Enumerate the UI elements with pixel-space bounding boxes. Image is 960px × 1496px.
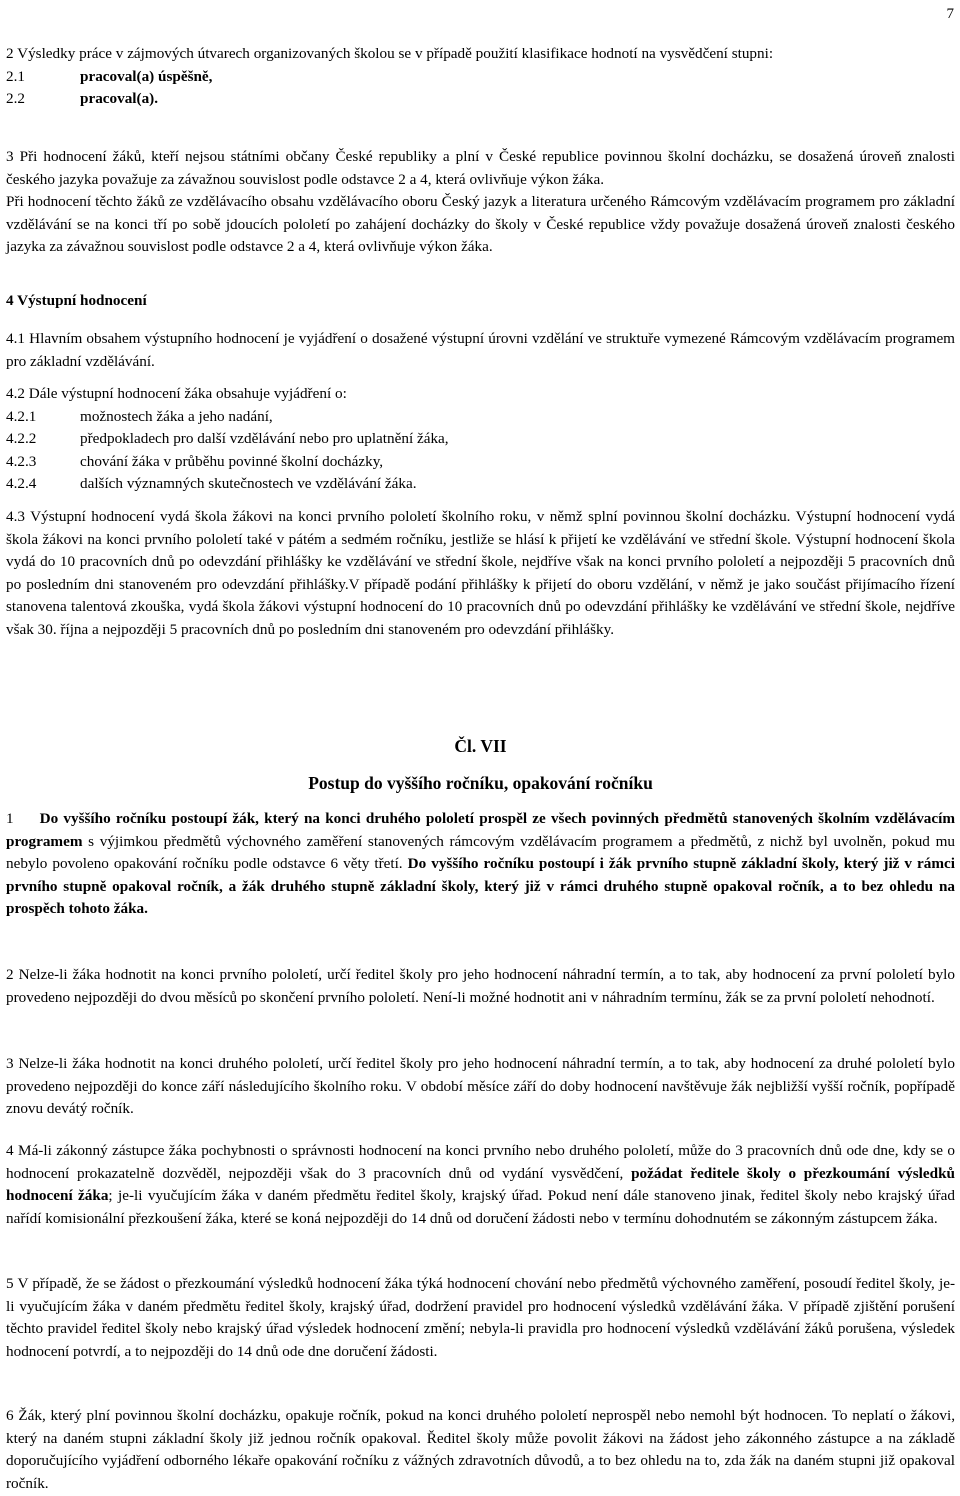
paragraph-4-part-a: 4 Má-li zákonný zástupce žáka pochybnosti o správnosti hodnocení na konci prvního nebo druhého pololetí, může do 3 pracovních dnů ode dne, kdy se o hodnocení prokazatelně dozvěděl, nejpozději však do 3 pracovních dnů od vydání vysvědčení, xyxy=(6,1142,955,1182)
list-item-number: 4.2.4 xyxy=(6,475,37,493)
paragraph-4-3: 4.3 Výstupní hodnocení vydá škola žákovi na konci prvního pololetí školního roku, v němž splní povinnou školní docházku. Výstupní hodnocení vydá škola žákovi na konci prvního pololetí také v pátém a sedmém ročníku, jestliže se hlásí k přijetí ke vzdělávání ve střední škole. Výstupní hodnocení škola vydá do 10 pracovních dnů po odevzdání přihlášky ke vzdělávání ve střední škole, nejdříve však na konci prvního pololetí a nejpozději 5 pracovních dnů po posledním dni stanoveném pro odevzdání přihlášky.V případě podání přihlášky k přijetí do oboru vzdělání, v němž je jako součást přijímacího řízení stanovena talentová zkouška, vydá škola žákovi výstupní hodnocení do 10 pracovních dnů po odevzdání přihlášky ke vzdělávání ve střední škole, nejdříve však 30. října a nejpozději 5 pracovních dnů po posledním dni stanoveném pro odevzdání přihlášky. xyxy=(6,508,955,638)
section-4-title: 4 Výstupní hodnocení xyxy=(6,292,147,309)
list-item-text: možnostech žáka a jeho nadání, xyxy=(80,407,273,425)
article-paragraph-5 xyxy=(6,1273,955,1363)
section-4-1 xyxy=(6,328,955,373)
article-paragraph-2 xyxy=(6,964,955,1009)
page-number: 7 xyxy=(946,6,954,22)
paragraph-1-bold-b: Do vyššího ročníku postoupí i žák prvního stupně základní školy, který již v rámci prvního stupně opakoval ročník, a žák druhého stupně základní školy, který již v rámci druhého stupně opakoval ročník, a to bez ohledu na prospěch tohoto žáka. xyxy=(6,855,956,918)
list-item xyxy=(6,451,955,474)
article-paragraph-1 xyxy=(6,808,955,921)
paragraph-4-1: 4.1 Hlavním obsahem výstupního hodnocení je vyjádření o dosažené výstupní úrovni vzdělání ve struktuře vymezené Rámcovým vzdělávacím programem pro základní vzdělávání. xyxy=(6,330,955,370)
paragraph-1-normal: s výjimkou předmětů výchovného zaměření stanovených rámcovým vzdělávacím programem a předmětů, z nichž byl uvolněn, pokud mu nebylo povoleno opakování ročníku podle odstavce 6 věty třetí. xyxy=(6,832,955,873)
section-3-paragraph-1: 3 Při hodnocení žáků, kteří nejsou státními občany České republiky a plní v České republice povinnou školní docházku, se dosažená úroveň znalosti českého jazyka považuje za závažnou souvislost podle odstavce 2 a 4, která ovlivňuje výkon žáka. xyxy=(6,148,955,188)
paragraph-3: 3 Nelze-li žáka hodnotit na konci druhého pololetí, určí ředitel školy pro jeho hodnocení náhradní termín, a to tak, aby hodnocení za druhé pololetí bylo provedeno nejpozději do konce září následujícího školního roku. V období měsíce září do doby hodnocení navštěvuje žák nejbližší vyšší ročník, popřípadě znovu devátý ročník. xyxy=(6,1055,955,1118)
paragraph-4-2: 4.2 Dále výstupní hodnocení žáka obsahuje vyjádření o: xyxy=(6,385,347,402)
paragraph-4-bold: požádat ředitele školy o přezkoumání výsledků hodnocení žáka xyxy=(6,1164,955,1205)
list-item-text: dalších významných skutečnostech ve vzdělávání žáka. xyxy=(80,475,417,493)
paragraph-1-bold-a: Do vyššího ročníku postoupí žák, který na konci druhého pololetí prospěl ze všech povinných předmětů stanovených školním vzdělávacím programem xyxy=(6,810,955,850)
list-item-number: 2.1 xyxy=(6,67,25,85)
list-item-number: 2.2 xyxy=(6,90,25,108)
section-3-paragraph-2: Při hodnocení těchto žáků ze vzdělávacího obsahu vzdělávacího oboru Český jazyk a literatura určeného Rámcovým vzdělávacím programem pro základní vzdělávání se na konci tří po sobě jdoucích pololetí po zahájení docházky do školy v České republice vždy považuje dosažená úroveň znalosti českého jazyka za závažnou souvislost podle odstavce 2 a 4, která ovlivňuje výkon žáka. xyxy=(6,193,955,256)
list-item-text: chování žáka v průběhu povinné školní docházky, xyxy=(80,452,384,470)
list-item xyxy=(6,406,955,429)
section-3 xyxy=(6,146,955,259)
list-item-text: pracoval(a) úspěšně, xyxy=(80,67,213,85)
article-paragraph-3 xyxy=(6,1053,955,1121)
list-item xyxy=(6,88,955,111)
list-item-text: pracoval(a). xyxy=(80,90,159,108)
section-2-intro: 2 Výsledky práce v zájmových útvarech organizovaných školou se v případě použití klasifikace hodnotí na vysvědčení stupni: xyxy=(6,45,774,62)
chapter-number: Čl. VII xyxy=(454,736,507,756)
list-item-number: 4.2.3 xyxy=(6,452,37,470)
list-item-number: 4.2.2 xyxy=(6,430,37,448)
section-4-3 xyxy=(6,506,955,642)
paragraph-5: 5 V případě, že se žádost o přezkoumání výsledků hodnocení žáka týká hodnocení chování nebo předmětů výchovného zaměření, posoudí ředitel školy, je-li vyučujícím žáka v daném předmětu ředitel školy, krajský úřad, dodržení pravidel pro hodnocení výsledků vzdělávání žáka. V případě zjištění porušení těchto pravidel ředitel školy nebo krajský úřad výsledek hodnocení změní; nebyla-li pravidla pro hodnocení výsledků vzdělávání žáků porušena, výsledek hodnocení potvrdí, a to nejpozději do 14 dnů ode dne doručení žádosti. xyxy=(6,1275,955,1360)
article-paragraph-6 xyxy=(6,1405,955,1495)
paragraph-number: 1 xyxy=(6,810,14,827)
list-item-number: 4.2.1 xyxy=(6,407,37,425)
list-item xyxy=(6,66,955,89)
section-4-2 xyxy=(6,383,955,496)
list-item-text: předpokladech pro další vzdělávání nebo pro uplatnění žáka, xyxy=(80,430,449,448)
section-2 xyxy=(6,43,955,111)
paragraph-4-part-b: ; je-li vyučujícím žáka v daném předmětu ředitel školy, krajský úřad. Pokud není dále stanoveno jinak, ředitel školy nebo krajský úřad nařídí komisionální přezkoušení žáka, které se koná nejpozději do 14 dnů od doručení žádosti nebo v termínu dohodnutém se zákonným zástupcem žáka. xyxy=(6,1187,955,1227)
list-item xyxy=(6,428,955,451)
paragraph-6: 6 Žák, který plní povinnou školní docházku, opakuje ročník, pokud na konci druhého pololetí neprospěl nebo nemohl být hodnocen. To neplatí o žákovi, který na daném stupni základní školy již jednou ročník opakoval. Ředitel školy může povolit žákovi na žádost jeho zákonného zástupce a na základě doporučujícího vyjádření odborného lékaře opakování ročníku z vážných zdravotních důvodů, a to bez ohledu na to, zda žák na daném stupni již opakoval ročník. xyxy=(6,1407,955,1492)
chapter-title: Postup do vyššího ročníku, opakování ročníku xyxy=(308,773,653,793)
article-paragraph-4 xyxy=(6,1140,955,1230)
paragraph-2: 2 Nelze-li žáka hodnotit na konci prvního pololetí, určí ředitel školy pro jeho hodnocení náhradní termín, a to tak, aby hodnocení za první pololetí bylo provedeno nejpozději do dvou měsíců po skončení prvního pololetí. Není-li možné hodnotit ani v náhradním termínu, žák se za první pololetí nehodnotí. xyxy=(6,966,955,1006)
list-item xyxy=(6,473,955,496)
